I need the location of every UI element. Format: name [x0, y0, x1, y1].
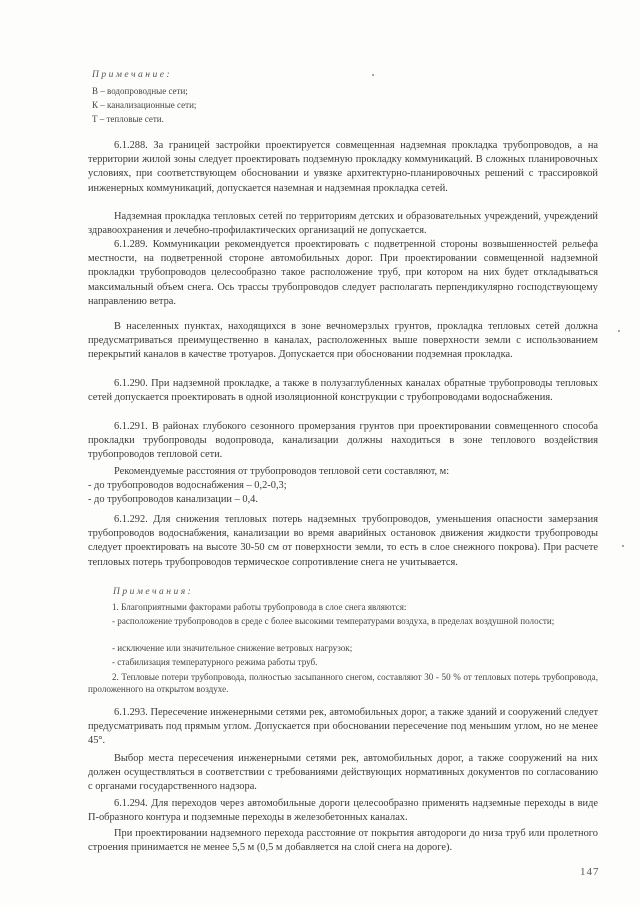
note-1-b: - исключение или значительное снижение ветровых нагрузок;	[112, 643, 353, 653]
paragraph-6-1-292: 6.1.292. Для снижения тепловых потерь надземных трубопроводов, уменьшения опасности замерзания трубопроводов водоснабжения, канализации во время аварийных остановок движения жидкости трубопроводы следует проектировать на высоте 30-50 см от поверхности земли, то есть в слое снежного покрова). При расчете тепловых потерь трубопроводов термическое сопротивление снега не учитывается.	[88, 514, 598, 568]
scan-speck	[618, 330, 620, 332]
note-line-sewer: К – канализационные сети;	[92, 100, 197, 110]
page-number: 147	[580, 866, 600, 878]
paragraph-6-1-291-c: - до трубопроводов водоснабжения – 0,2-0,3;	[88, 480, 287, 491]
note-1-c: - стабилизация температурного режима работы труб.	[112, 657, 318, 667]
paragraph-6-1-293-b: Выбор места пересечения инженерными сетями рек, автомобильных дорог, а также сооружений на них должен осуществляться в соответствии с требованиями действующих нормативных документов по согласованию с органами государственного надзора.	[88, 753, 598, 793]
note-2: 2. Тепловые потери трубопровода, полностью засыпанного снегом, составляют 30 - 50 % от тепловых потерь трубопровода, проложенного на открытом воздухе.	[88, 672, 598, 695]
paragraph-6-1-288: 6.1.288. За границей застройки проектируется совмещенная надземная прокладка трубопроводов, а на территории жилой зоны следует проектировать подземную прокладку коммуникаций. В сложных планировочных условиях, при соответствующем обосновании и увязке архитектурно-планировочных решений с трассировкой инженерных коммуникаций, допускается наземная и надземная прокладка сетей.	[88, 140, 598, 194]
paragraph-6-1-289-b: В населенных пунктах, находящихся в зоне вечномерзлых грунтов, прокладка тепловых сетей должна предусматриваться преимущественно в каналах, расположенных выше поверхности земли с использованием перекрытий каналов в качестве тротуаров. Допускается при обосновании подземная прокладка.	[88, 321, 598, 361]
paragraph-6-1-288-b: Надземная прокладка тепловых сетей по территориям детских и образовательных учреждений, учреждений здравоохранения и лечебно-профилактических организаций не допускается.	[88, 211, 598, 237]
paragraph-6-1-294-b: При проектировании надземного перехода расстояние от покрытия автодороги до низа труб или пролетного строения принимается не менее 5,5 м (0,5 м добавляется на слой снега на дороге).	[88, 828, 598, 854]
note-line-water: В – водопроводные сети;	[92, 86, 188, 96]
paragraph-6-1-291-b: Рекомендуемые расстояния от трубопроводов тепловой сети составляют, м:	[114, 466, 450, 477]
paragraph-6-1-289: 6.1.289. Коммуникации рекомендуется проектировать с подветренной стороны возвышенностей рельефа местности, на подветренной стороне автомобильных дорог. При проектировании совмещенной надземной прокладки трубопроводов целесообразно такое расположение труб, при котором на них будет откладываться максимальный объем снега. Ось трассы трубопроводов следует располагать перпендикулярно господствующему направлению ветра.	[88, 239, 598, 307]
paragraph-6-1-293: 6.1.293. Пересечение инженерными сетями рек, автомобильных дорог, а также зданий и сооружений следует предусматривать под прямым углом. Допускается при обосновании пересечение под меньшим углом, но не менее 45°.	[88, 707, 598, 747]
note-line-heat: Т – тепловые сети.	[92, 114, 164, 124]
note-heading: Примечание:	[92, 70, 173, 80]
paragraph-6-1-291: 6.1.291. В районах глубокого сезонного промерзания грунтов при проектировании совмещенного способа прокладки трубопроводы водопровода, канализации должны находиться в зоне теплового воздействия трубопроводов тепловой сети.	[88, 421, 598, 461]
paragraph-6-1-291-d: - до трубопроводов канализации – 0,4.	[88, 494, 258, 505]
paragraph-6-1-294: 6.1.294. Для переходов через автомобильные дороги целесообразно применять надземные переходы в виде П-образного контура и подземные переходы в железобетонных каналах.	[88, 798, 598, 824]
paragraph-6-1-290: 6.1.290. При надземной прокладке, а также в полузаглубленных каналах обратные трубопроводы тепловых сетей допускается проектировать в одной изоляционной конструкции с трубопроводами водоснабжения.	[88, 378, 598, 404]
notes-heading: Примечания:	[113, 587, 194, 597]
note-1-a: - расположение трубопроводов в среде с более высокими температурами воздуха, в пределах воздушной полости;	[112, 616, 555, 626]
scan-speck	[622, 545, 624, 547]
scan-speck	[372, 74, 374, 76]
note-1: 1. Благоприятными факторами работы трубопровода в слое снега являются:	[112, 602, 407, 612]
